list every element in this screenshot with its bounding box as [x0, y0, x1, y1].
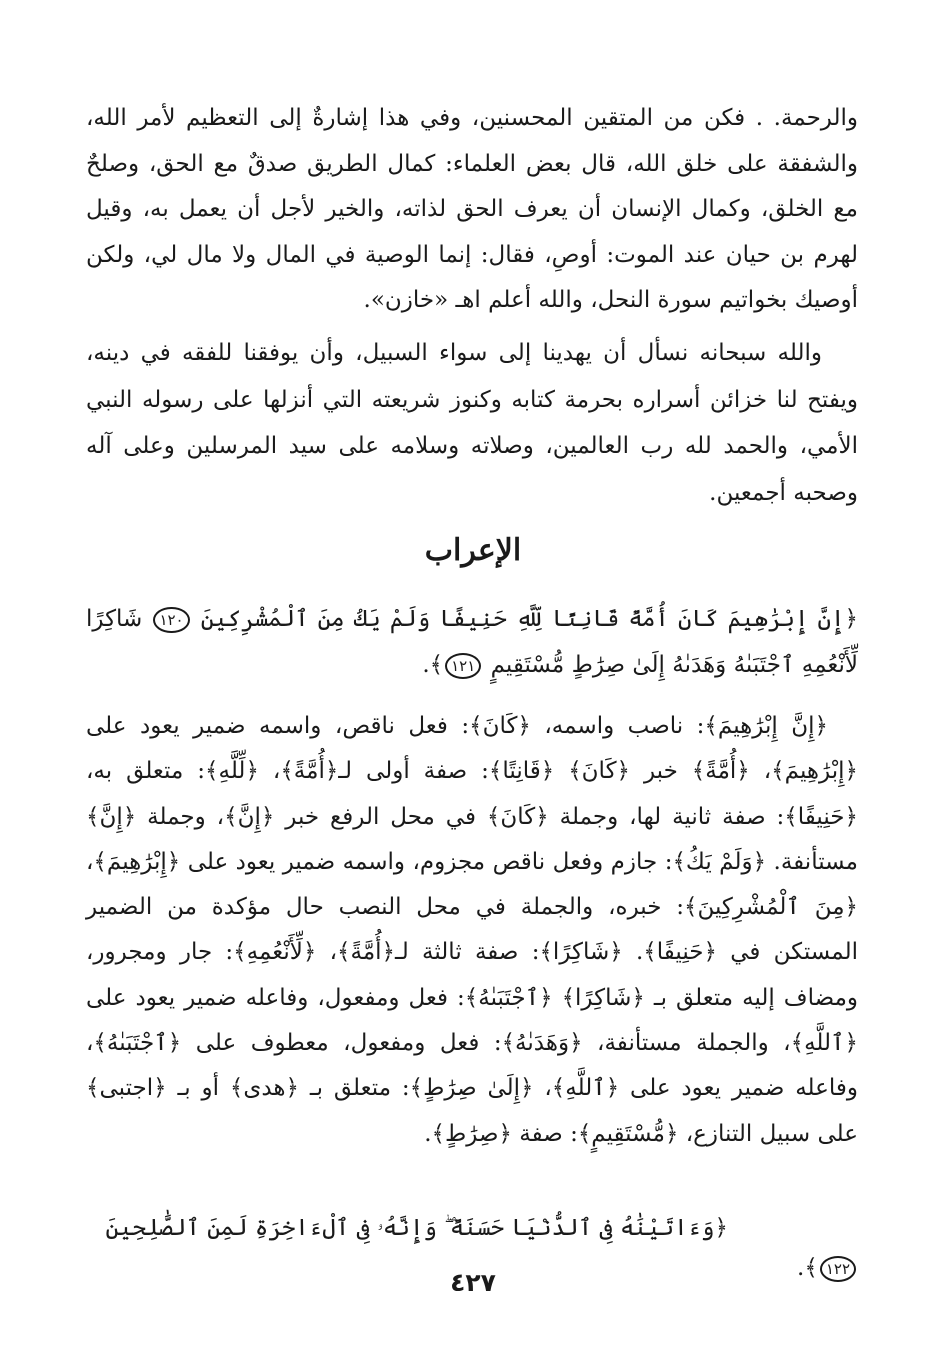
paragraph-1 — [86, 96, 858, 324]
paragraph-2 — [86, 330, 858, 516]
ayah-marker-121: ١٢١ — [445, 653, 481, 679]
verse-1-text-a: ﴿إِنَّ إِبْرَٰهِيمَ كَانَ أُمَّةً قَانِتًا لِّلَّهِ حَنِيفًا وَلَمْ يَكُ مِنَ ٱلْمُشْرِكِينَ — [200, 606, 858, 632]
ayah-marker-122: ١٢٢ — [820, 1256, 856, 1282]
paragraph-1-text: والرحمة. . فكن من المتقين المحسنين، وفي هذا إشارةٌ إلى التعظيم لأمر الله، والشفقة على خلق الله، قال بعض العلماء: كمال الطريق صدقٌ مع الحق، وصلحٌ مع الخلق، وكمال الإنسان أن يعرف الحق لذاته، والخير لأجل أن يعمل به، وقيل لهرم بن حيان عند الموت: أوصِ، فقال: إنما الوصية في المال ولا مال لي، ولكن أوصيك بخواتيم سورة النحل، والله أعلم اهـ «خازن». — [86, 105, 858, 313]
grammatical-analysis — [86, 704, 858, 1157]
ayah-marker-120: ١٢٠ — [153, 607, 189, 633]
paragraph-2-text: والله سبحانه نسأل أن يهدينا إلى سواء السبيل، وأن يوفقنا للفقه في دينه، ويفتح لنا خزائن أسراره بحرمة كتابه وكنوز شريعته التي أنزلها على رسوله النبي الأمي، والحمد لله رب العالمين، وصلاته وسلامه على سيد المرسلين وعلى آله وصحبه أجمعين. — [86, 340, 858, 506]
page-number: ٤٢٧ — [450, 1268, 496, 1297]
section-heading: الإعراب — [424, 533, 522, 568]
verse-1-text-b: شَاكِرًا لِّأَنْعُمِهِ ٱجْتَبَىٰهُ وَهَدَىٰهُ إِلَىٰ صِرَٰطٍ مُّسْتَقِيمٍ — [86, 606, 858, 678]
verse-1-end: ﴾. — [422, 652, 444, 678]
verse-1 — [86, 596, 858, 688]
analysis-text: ﴿إِنَّ إِبْرَٰهِيمَ﴾: ناصب واسمه، ﴿كَانَ﴾: فعل ناقص، واسمه ضمير يعود على ﴿إِبْرَٰهِيمَ﴾، ﴿أُمَّةً﴾ خبر ﴿كَانَ﴾ ﴿قَانِتًا﴾: صفة أولى لـ﴿أُمَّةً﴾، ﴿لِّلَّهِ﴾: متعلق به، ﴿حَنِيفًا﴾: صفة ثانية لها، وجملة ﴿كَانَ﴾ في محل الرفع خبر ﴿إِنَّ﴾، وجملة ﴿إِنَّ﴾ مستأنفة. ﴿وَلَمْ يَكُ﴾: جازم وفعل ناقص مجزوم، واسمه ضمير يعود على ﴿إِبْرَٰهِيمَ﴾، ﴿مِنَ ٱلْمُشْرِكِينَ﴾: خبره، والجملة في محل النصب حال مؤكدة من الضمير المستكن في ﴿حَنِيفًا﴾. ﴿شَاكِرًا﴾: صفة ثالثة لـ﴿أُمَّةً﴾، ﴿لِّأَنْعُمِهِ﴾: جار ومجرور، ومضاف إليه متعلق بـ ﴿شَاكِرًا﴾ ﴿ٱجْتَبَىٰهُ﴾: فعل ومفعول، وفاعله ضمير يعود على ﴿ٱللَّهِ﴾، والجملة مستأنفة، ﴿وَهَدَىٰهُ﴾: فعل ومفعول، معطوف على ﴿ٱجْتَبَىٰهُ﴾، وفاعله ضمير يعود على ﴿ٱللَّهِ﴾، ﴿إِلَىٰ صِرَٰطٍ﴾: متعلق بـ ﴿هدى﴾ أو بـ ﴿اجتبى﴾ على سبيل التنازع، ﴿مُّسْتَقِيمٍ﴾: صفة ﴿صِرَٰطٍ﴾. — [86, 713, 858, 1147]
verse-2-end: ﴾. — [797, 1255, 818, 1281]
verse-2-text: ﴿وَءَاتَيْنَٰهُ فِى ٱلدُّنْيَا حَسَنَةً ۖ وَإِنَّهُۥ فِى ٱلْءَاخِرَةِ لَمِنَ ٱلصَّٰلِحِينَ — [105, 1215, 728, 1241]
